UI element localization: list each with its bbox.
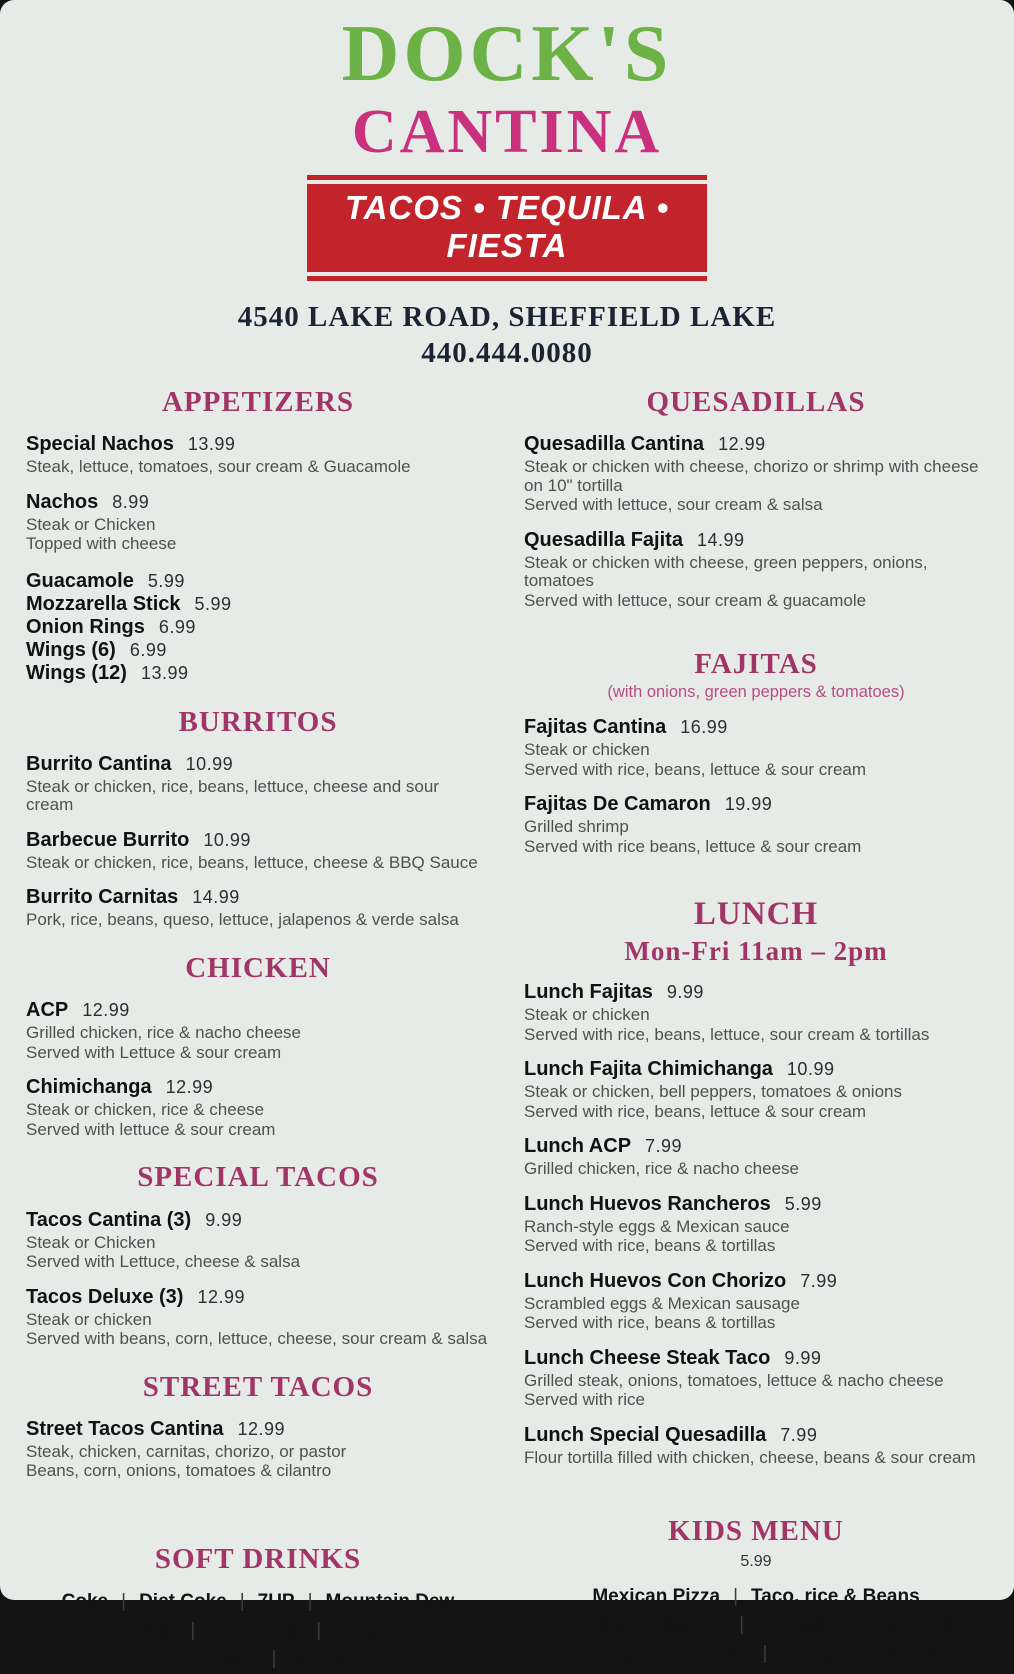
item-price: 9.99 — [784, 1347, 822, 1368]
item-name: Barbecue Burrito — [26, 828, 190, 851]
item-name-price — [524, 433, 988, 455]
restaurant-name-docks: DOCK'S — [341, 10, 673, 98]
list-row-item: Lemonade — [163, 1648, 259, 1670]
menu-item — [524, 1347, 988, 1410]
list-row-item: Ice Tea — [289, 1648, 353, 1670]
item-price: 12.99 — [82, 1000, 130, 1021]
menu-item — [26, 753, 490, 815]
item-price: 5.99 — [194, 593, 232, 614]
pipe-separator: | — [190, 1619, 196, 1641]
section-title: CHICKEN — [185, 951, 331, 984]
section-burritos — [26, 706, 490, 930]
item-desc-line: Grilled shrimp — [524, 817, 629, 837]
item-desc-line: Grilled chicken, rice & nacho cheese — [524, 1159, 799, 1179]
menu-item — [524, 1193, 988, 1256]
list-row-item: Dr. Pepper — [208, 1619, 304, 1641]
item-name-price — [26, 886, 490, 908]
item-name: Fajitas Cantina — [524, 716, 667, 739]
item-desc-line: Served with rice, beans, lettuce, sour cream & tortillas — [524, 1024, 930, 1044]
section-rows — [524, 1583, 988, 1669]
item-desc-line: Steak or chicken — [26, 1309, 152, 1329]
item-desc-line: Beans, corn, onions, tomatoes & cilantro — [26, 1461, 332, 1481]
list-row — [26, 1588, 490, 1617]
item-price: 6.99 — [158, 616, 196, 637]
item-description — [524, 1083, 988, 1121]
item-name: Lunch Fajita Chimichanga — [524, 1058, 773, 1081]
item-description — [524, 1218, 988, 1256]
item-name-price — [524, 1058, 988, 1080]
menu-item — [26, 593, 490, 615]
menu-item — [26, 1418, 490, 1481]
section-title: STREET TACOS — [142, 1370, 374, 1403]
item-name-price — [26, 829, 490, 851]
item-name: Street Tacos Cantina — [26, 1417, 224, 1440]
pipe-separator: | — [239, 1591, 245, 1613]
item-name-price — [524, 529, 988, 551]
menu-item — [26, 1209, 490, 1272]
section-title: FAJITAS — [694, 648, 818, 681]
item-name-price — [26, 1209, 490, 1231]
menu-item — [26, 491, 490, 554]
item-description — [524, 554, 988, 611]
item-desc-line: Steak, chicken, carnitas, chorizo, or pastor — [26, 1441, 347, 1461]
item-description — [524, 458, 988, 515]
item-price: 6.99 — [129, 639, 167, 660]
banner-bottom-rule — [307, 276, 707, 281]
item-name: Tacos Deluxe (3) — [26, 1285, 184, 1308]
item-name: Lunch Special Quesadilla — [524, 1423, 767, 1446]
item-desc-line: Served with rice, beans, lettuce & sour cream — [524, 759, 867, 779]
item-name: Onion Rings — [26, 615, 145, 638]
item-desc-line: Steak or chicken, bell peppers, tomatoes & onions — [524, 1082, 902, 1102]
menu-item — [524, 1135, 988, 1179]
item-name-price — [524, 1135, 988, 1157]
pipe-separator: | — [121, 1591, 127, 1613]
item-name: Lunch ACP — [524, 1135, 632, 1158]
menu-item — [524, 1058, 988, 1121]
item-desc-line: Served with beans, corn, lettuce, cheese, sour cream & salsa — [26, 1329, 488, 1349]
item-price: 19.99 — [724, 794, 773, 815]
item-desc-line: Ranch-style eggs & Mexican sauce — [524, 1216, 790, 1236]
item-desc-line: Steak or chicken, rice, beans, lettuce, cheese & BBQ Sauce — [26, 852, 478, 872]
list-row-item: Grilled chicken & rice — [780, 1642, 975, 1664]
item-price: 7.99 — [645, 1136, 683, 1157]
item-description — [26, 778, 490, 815]
item-name: ACP — [26, 999, 69, 1022]
item-name-price — [26, 570, 490, 592]
item-desc-line: Served with rice, beans & tortillas — [524, 1313, 776, 1333]
menu-item — [26, 433, 490, 477]
item-description — [524, 1372, 988, 1410]
item-price: 13.99 — [187, 434, 236, 455]
list-row-item: 7UP — [257, 1591, 295, 1613]
item-price: 10.99 — [185, 753, 234, 774]
item-name-price — [524, 1347, 988, 1369]
item-name-price — [26, 999, 490, 1021]
item-price: 13.99 — [140, 662, 189, 683]
item-desc-line: Steak or Chicken — [26, 1232, 156, 1252]
item-name: Special Nachos — [26, 433, 174, 456]
tagline-banner — [307, 175, 707, 281]
item-desc-line: Served with lettuce, sour cream & salsa — [524, 495, 823, 515]
menu-item — [524, 1270, 988, 1333]
item-desc-line: Scrambled eggs & Mexican sausage — [524, 1293, 800, 1313]
item-name-price — [524, 1424, 988, 1446]
menu-item — [26, 639, 490, 661]
item-price: 7.99 — [780, 1424, 818, 1445]
item-name-price — [26, 1286, 490, 1308]
item-description — [26, 1101, 490, 1139]
item-name-price — [26, 1076, 490, 1098]
item-name-price — [26, 1418, 490, 1440]
item-price: 12.99 — [165, 1077, 214, 1098]
section-soft-drinks — [26, 1543, 490, 1674]
list-row-item: Ginger Ale — [334, 1619, 430, 1641]
pipe-separator: | — [762, 1642, 768, 1664]
section-title: SOFT DRINKS — [154, 1542, 362, 1575]
menu-item — [524, 793, 988, 856]
item-desc-line: Served with Lettuce & sour cream — [26, 1042, 282, 1062]
address-line: 4540 LAKE ROAD, SHEFFIELD LAKE — [237, 300, 777, 333]
item-name: Nachos — [26, 490, 99, 513]
list-row-item: Cheese Quesadilla — [557, 1614, 727, 1636]
item-name: Wings (12) — [26, 661, 127, 684]
item-name: Mozzarella Stick — [26, 592, 181, 615]
item-price: 14.99 — [696, 529, 745, 550]
pipe-separator: | — [307, 1591, 313, 1613]
menu-columns — [0, 370, 1014, 1674]
list-row-item: Mexican Pizza — [592, 1585, 721, 1607]
item-description — [524, 741, 988, 779]
item-desc-line: Steak or Chicken — [26, 514, 156, 534]
menu-item — [26, 662, 490, 684]
item-price: 14.99 — [192, 887, 240, 908]
banner-top-rule — [307, 175, 707, 180]
item-desc-line: Steak or chicken with cheese, green peppers, onions, tomatoes — [524, 552, 928, 591]
list-row — [524, 1611, 988, 1640]
section-subtitle: Mon-Fri 11am – 2pm — [624, 936, 888, 967]
section-lunch — [524, 896, 988, 1467]
list-row — [524, 1640, 988, 1669]
item-desc-line: Grilled steak, onions, tomatoes, lettuce & nacho cheese — [524, 1370, 944, 1390]
item-desc-line: Pork, rice, beans, queso, lettuce, jalapenos & verde salsa — [26, 910, 459, 930]
item-description — [524, 1006, 988, 1044]
section-street-tacos — [26, 1371, 490, 1481]
phone-number: 440.444.0080 — [421, 336, 593, 369]
menu-item — [524, 529, 988, 611]
item-desc-line: Served with rice, beans & tortillas — [524, 1236, 776, 1256]
item-name: Lunch Huevos Rancheros — [524, 1192, 771, 1215]
item-name: Burrito Carnitas — [26, 886, 179, 909]
section-title: KIDS MENU — [668, 1515, 844, 1548]
menu-item — [524, 433, 988, 515]
item-name-price — [524, 981, 988, 1003]
item-description — [26, 458, 490, 477]
list-row-item: Taco, rice & Beans — [751, 1585, 920, 1607]
item-name: Quesadilla Fajita — [524, 528, 683, 551]
item-desc-line: Steak or chicken — [524, 1005, 650, 1025]
item-desc-line: Steak or chicken, rice & cheese — [26, 1100, 265, 1120]
section-title: APPETIZERS — [161, 385, 355, 418]
item-desc-line: Steak or chicken, rice, beans, lettuce, cheese and sour cream — [26, 776, 439, 815]
item-desc-line: Served with lettuce & sour cream — [26, 1119, 276, 1139]
section-title: SPECIAL TACOS — [137, 1161, 379, 1194]
menu-item — [26, 570, 490, 592]
pipe-separator: | — [316, 1619, 322, 1641]
item-price: 12.99 — [237, 1418, 286, 1439]
section-appetizers — [26, 386, 490, 684]
item-desc-line: Steak or chicken — [524, 740, 650, 760]
item-name-price — [26, 639, 490, 661]
item-description — [26, 516, 490, 554]
section-subtitle: (with onions, green peppers & tomatoes) — [607, 683, 905, 702]
pipe-separator: | — [739, 1614, 745, 1636]
item-name: Wings (6) — [26, 638, 116, 661]
item-name-price — [26, 491, 490, 513]
item-name-price — [524, 793, 988, 815]
menu-item — [26, 999, 490, 1062]
menu-item — [26, 886, 490, 930]
column-right — [524, 386, 988, 1674]
item-name: Lunch Huevos Con Chorizo — [524, 1269, 787, 1292]
section-rows — [26, 1588, 490, 1674]
item-description — [26, 1234, 490, 1272]
menu-item — [26, 1076, 490, 1139]
list-row-item: Coke — [61, 1591, 109, 1613]
menu-item — [524, 981, 988, 1044]
menu-item — [26, 1286, 490, 1349]
list-row — [26, 1645, 490, 1674]
section-title: LUNCH — [693, 896, 819, 933]
list-row — [524, 1583, 988, 1612]
item-price: 5.99 — [147, 570, 185, 591]
pipe-separator: | — [733, 1585, 739, 1607]
section-kids-menu — [524, 1515, 988, 1668]
item-desc-line: Topped with cheese — [26, 534, 177, 554]
item-desc-line: Served with rice, beans, lettuce & sour cream — [524, 1101, 867, 1121]
item-description — [26, 854, 490, 873]
list-row-item: Chicken tenders & fries — [537, 1642, 750, 1664]
item-price: 16.99 — [680, 717, 728, 738]
list-row — [26, 1617, 490, 1646]
item-description — [26, 1443, 490, 1481]
item-price: 8.99 — [112, 491, 150, 512]
item-desc-line: Flour tortilla filled with chicken, cheese, beans & sour cream — [524, 1447, 976, 1467]
menu-item — [524, 1424, 988, 1468]
item-desc-line: Served with rice beans, lettuce & sour cream — [524, 836, 862, 856]
item-name-price — [26, 433, 490, 455]
item-name-price — [524, 1193, 988, 1215]
item-desc-line: Served with lettuce, sour cream & guacamole — [524, 590, 867, 610]
item-name-price — [26, 593, 490, 615]
item-price: 10.99 — [203, 829, 251, 850]
list-row-item: Mountain Dew — [325, 1591, 455, 1613]
item-description — [26, 1311, 490, 1349]
section-special-tacos — [26, 1161, 490, 1348]
item-name-price — [26, 753, 490, 775]
item-name-price — [26, 662, 490, 684]
item-description — [26, 1024, 490, 1062]
item-name-price — [524, 716, 988, 738]
section-chicken — [26, 952, 490, 1139]
item-desc-line: Served with rice — [524, 1390, 645, 1410]
item-name-price — [26, 616, 490, 638]
section-quesadillas — [524, 386, 988, 610]
section-price: 5.99 — [740, 1552, 772, 1570]
item-name: Chimichanga — [26, 1076, 152, 1099]
menu-item — [524, 716, 988, 779]
item-price: 9.99 — [205, 1209, 243, 1230]
item-description — [524, 1160, 988, 1179]
item-description — [524, 818, 988, 856]
tagline-text: TACOS • TEQUILA • FIESTA — [307, 184, 707, 272]
section-title: BURRITOS — [178, 705, 338, 738]
menu-item — [26, 829, 490, 873]
menu-item — [26, 616, 490, 638]
section-title: QUESADILLAS — [646, 385, 866, 418]
section-fajitas — [524, 648, 988, 856]
list-row-item: Cheeseburger & Fries — [757, 1614, 955, 1636]
item-desc-line: Steak, lettuce, tomatoes, sour cream & Guacamole — [26, 457, 411, 477]
item-desc-line: Steak or chicken with cheese, chorizo or shrimp with cheese on 10" tortilla — [524, 457, 979, 495]
item-price: 12.99 — [718, 434, 766, 455]
item-price: 9.99 — [666, 982, 704, 1003]
item-price: 12.99 — [197, 1286, 246, 1307]
list-row-item: Diet Coke — [139, 1591, 227, 1613]
pipe-separator: | — [271, 1648, 277, 1670]
restaurant-name-cantina: CANTINA — [351, 97, 663, 166]
item-desc-line: Grilled chicken, rice & nacho cheese — [26, 1023, 301, 1043]
item-name: Tacos Cantina (3) — [26, 1208, 192, 1231]
item-name-price — [524, 1270, 988, 1292]
item-price: 7.99 — [800, 1270, 838, 1291]
column-left — [26, 386, 490, 1674]
item-price: 5.99 — [784, 1193, 822, 1214]
item-description — [524, 1295, 988, 1333]
item-price: 10.99 — [786, 1059, 835, 1080]
item-name: Lunch Cheese Steak Taco — [524, 1346, 771, 1369]
list-row-item: Root Beer — [86, 1619, 178, 1641]
item-name: Guacamole — [26, 569, 134, 592]
item-name: Fajitas De Camaron — [524, 793, 711, 816]
item-description — [524, 1449, 988, 1468]
item-name: Lunch Fajitas — [524, 981, 653, 1004]
item-description — [26, 911, 490, 930]
item-name: Quesadilla Cantina — [524, 433, 705, 456]
item-name: Burrito Cantina — [26, 752, 172, 775]
item-desc-line: Served with Lettuce, cheese & salsa — [26, 1252, 301, 1272]
